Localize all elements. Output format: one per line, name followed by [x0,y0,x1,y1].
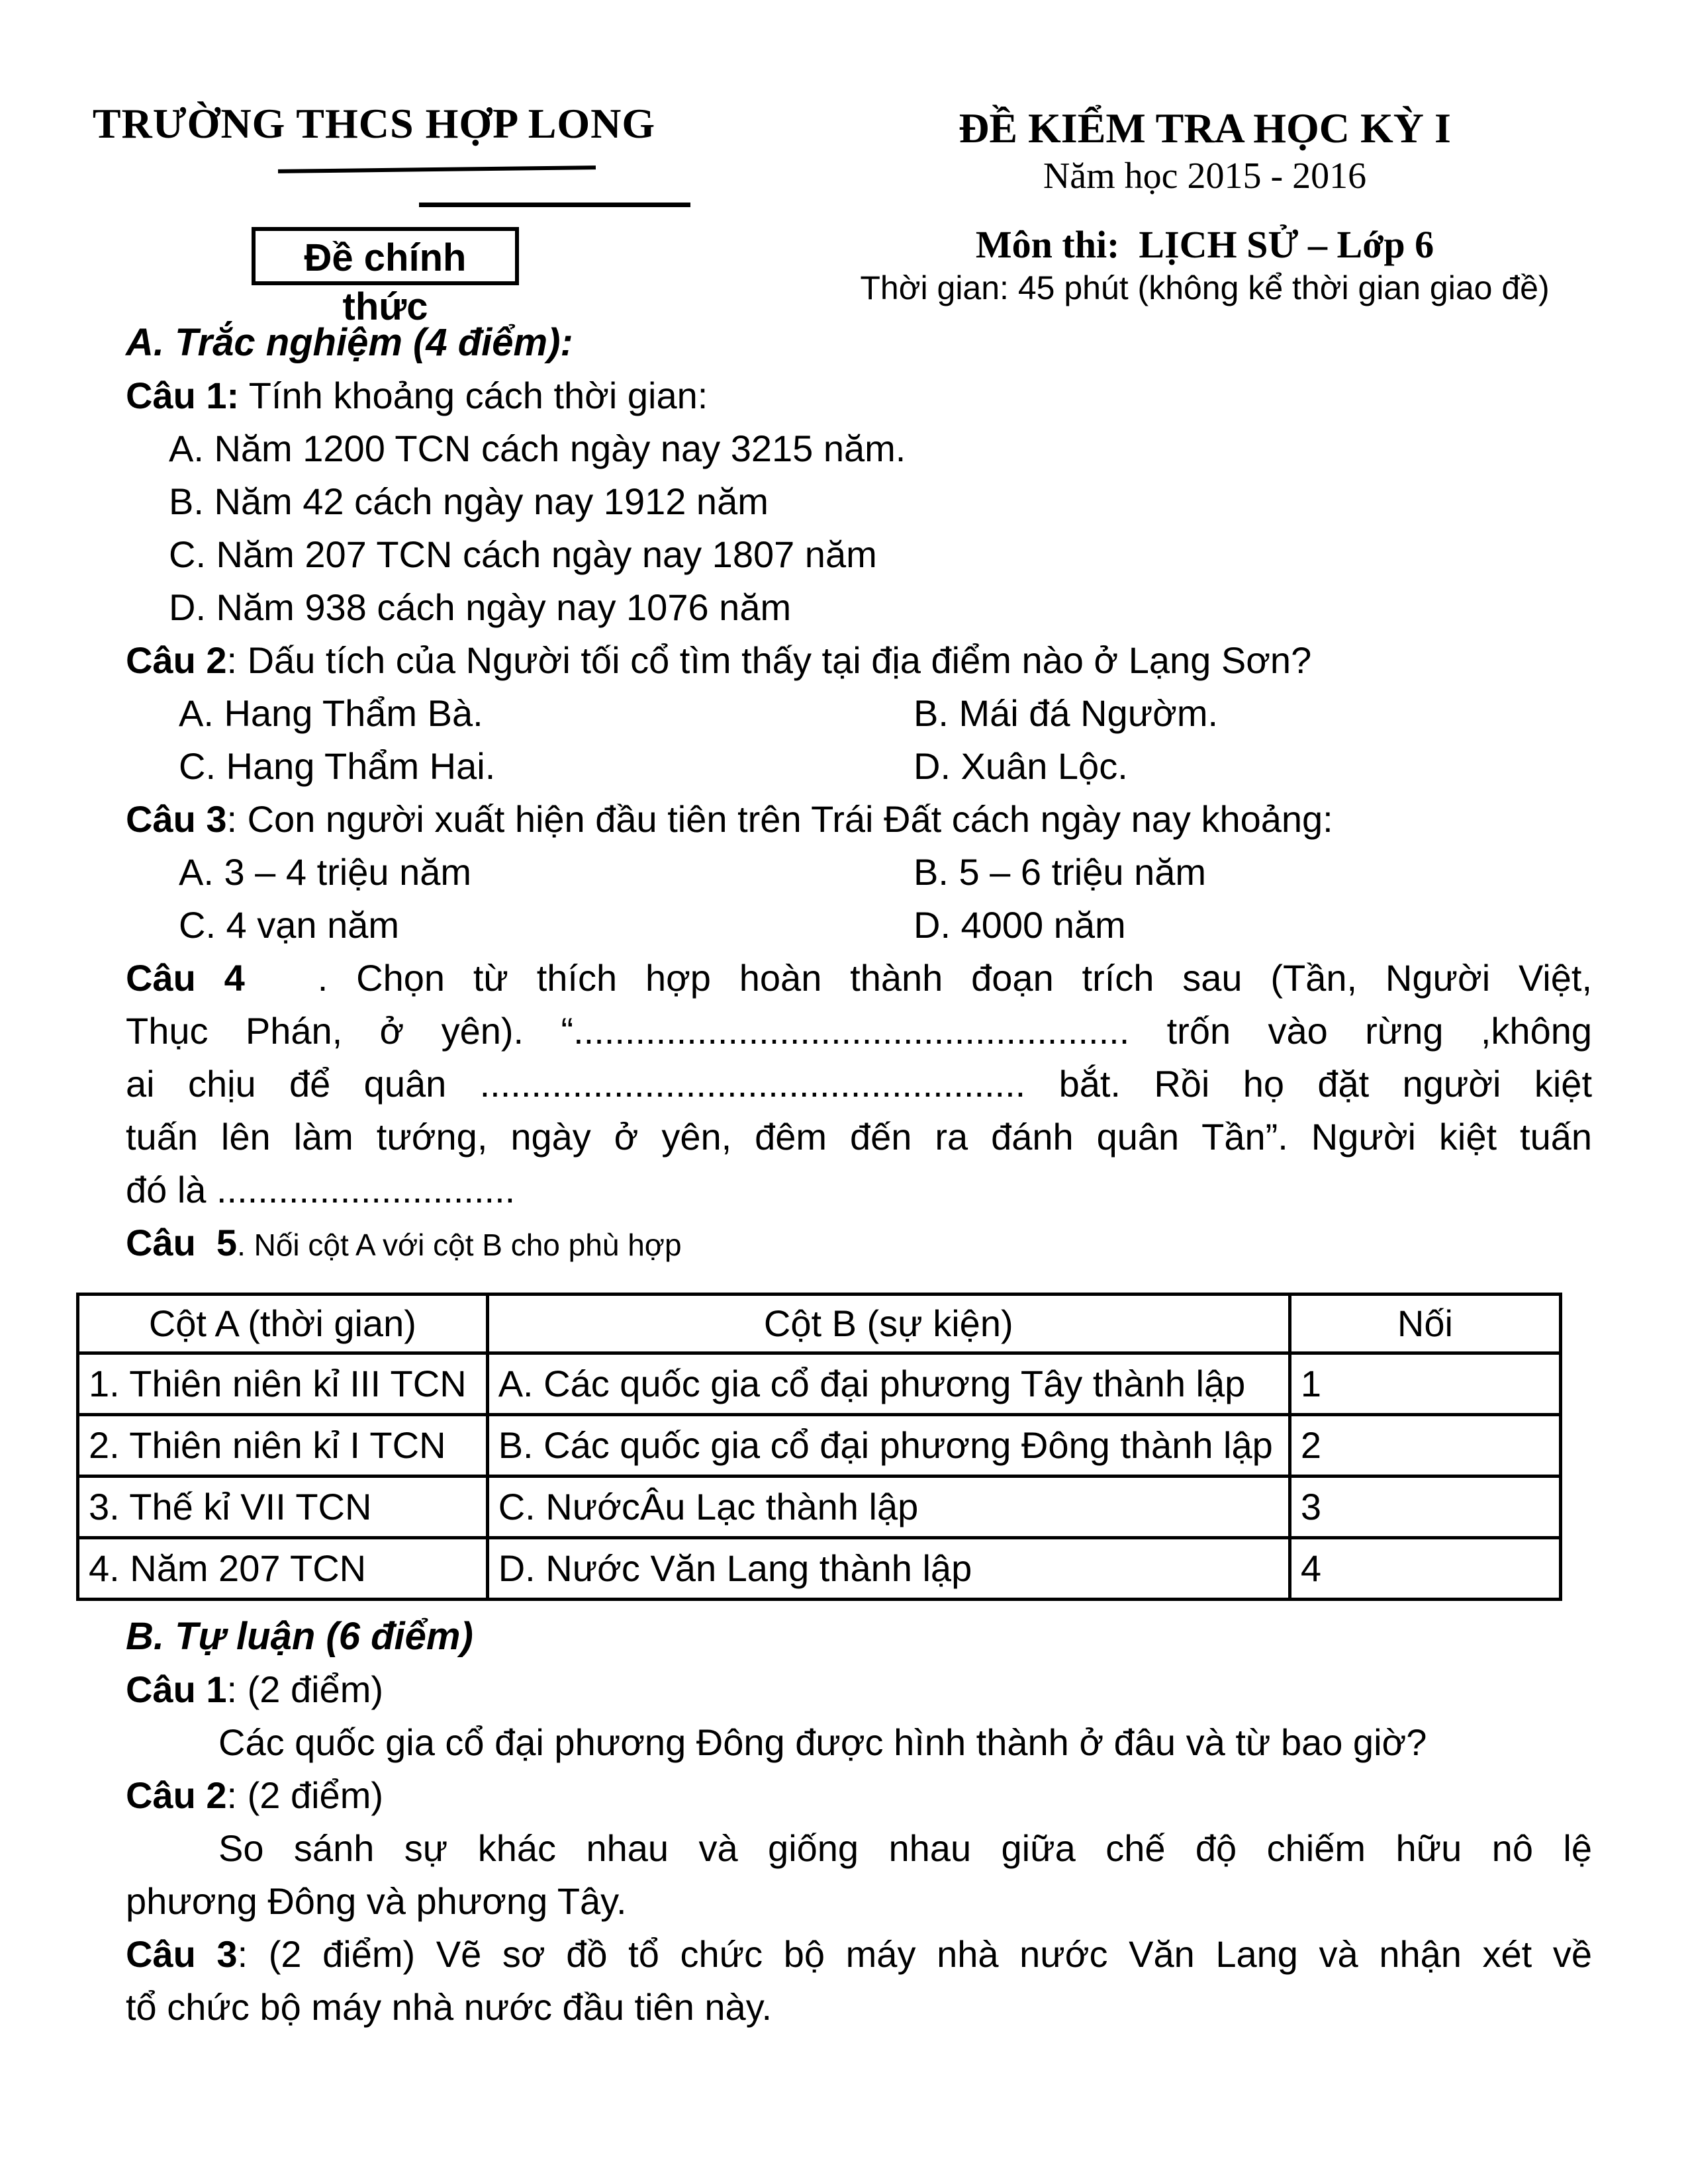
question-4-answer-blank: đó là ............................. [126,1169,516,1210]
school-year: Năm học 2015 - 2016 [1043,156,1367,197]
question-2-option-c: C. Hang Thẩm Hai. [179,745,496,787]
row-3-link: 3 [1289,1477,1560,1538]
essay-question-3-line-1 [76,1928,1592,1981]
row-3-time: 3. Thế kỉ VII TCN [78,1477,488,1538]
question-5 [76,1216,1592,1271]
section-a-heading: A. Trắc nghiệm (4 điểm): [126,321,573,364]
essay-question-3-text-line-1: : (2 điểm) Vẽ sơ đồ tổ chức bộ máy nhà nước Văn Lang và nhận xét về [237,1933,1592,1975]
official-exam-stamp-box [252,227,519,328]
section-b-heading: B. Tự luận (6 điểm) [126,1615,473,1658]
row-2-event: B. Các quốc gia cổ đại phương Đông thành lập [487,1415,1289,1477]
table-row [78,1538,1561,1600]
row-2-link: 2 [1289,1415,1560,1477]
question-2-option-a: A. Hang Thẩm Bà. [179,692,483,734]
question-4-line-3: ai chịu để quân ..................................................... bắt. Rồi họ đặt người kiệt [126,1063,1592,1105]
question-2 [76,634,1592,687]
question-2-option-b: B. Mái đá Ngườm. [914,692,1219,734]
question-4-line-4: tuấn lên làm tướng, ngày ở yên, đêm đến ra đánh quân Tần”. Người kiệt tuấn [126,1116,1592,1158]
school-name-underline [278,165,596,173]
question-3-text: : Con người xuất hiện đầu tiên trên Trái Đất cách ngày nay khoảng: [226,798,1333,840]
question-2-option-row-2 [76,740,1592,793]
essay-question-3-label: Câu 3 [126,1933,238,1975]
school-name: TRƯỜNG THCS HỢP LONG [92,100,656,147]
question-1-text: Tính khoảng cách thời gian: [239,375,708,416]
essay-question-1 [76,1663,1592,1716]
row-1-time: 1. Thiên niên kỉ III TCN [78,1353,488,1415]
essay-question-2-points: : (2 điểm) [226,1774,383,1816]
essay-question-1-label: Câu 1 [126,1668,227,1710]
question-5-label: Câu 5 [126,1222,238,1263]
essay-question-1-text: Các quốc gia cổ đại phương Đông được hình thành ở đâu và từ bao giờ? [218,1721,1427,1763]
matching-table-header-col-b: Cột B (sự kiện) [487,1295,1289,1353]
table-row [78,1353,1561,1415]
question-3-option-c: C. 4 vạn năm [179,904,400,946]
matching-table-header-row [78,1295,1561,1353]
question-2-label: Câu 2 [126,639,227,681]
question-3-option-a: A. 3 – 4 triệu năm [179,851,472,893]
table-row [78,1477,1561,1538]
question-3-option-d: D. 4000 năm [914,904,1126,946]
exam-duration: Thời gian: 45 phút (không kể thời gian giao đề) [860,269,1550,306]
question-1-label: Câu 1: [126,375,240,416]
row-2-time: 2. Thiên niên kỉ I TCN [78,1415,488,1477]
question-4-text-line-1: . Chọn từ thích hợp hoàn thành đoạn trích sau (Tần, Người Việt, [317,957,1593,999]
question-1-option-b: B. Năm 42 cách ngày nay 1912 năm [169,480,769,522]
row-3-event: C. NướcÂu Lạc thành lập [487,1477,1289,1538]
question-3 [76,793,1592,846]
question-4-line-1 [76,952,1592,1005]
question-2-option-row-1 [76,687,1592,740]
question-3-option-row-1 [76,846,1592,899]
question-2-text: : Dấu tích của Người tối cổ tìm thấy tại địa điểm nào ở Lạng Sơn? [226,639,1312,681]
essay-question-3-text-line-2: tổ chức bộ máy nhà nước đầu tiên này. [126,1986,773,2028]
exam-title: ĐỀ KIỂM TRA HỌC KỲ I [959,105,1451,152]
question-1 [76,369,1592,422]
question-4-line-2: Thục Phán, ở yên). “...................................................... trốn vào rừng ,không [126,1010,1592,1052]
question-1-option-d: D. Năm 938 cách ngày nay 1076 năm [169,586,792,628]
exam-header-block [808,103,1602,308]
question-1-option-a: A. Năm 1200 TCN cách ngày nay 3215 năm. [169,428,906,469]
exam-body [76,316,1592,2034]
official-exam-label-line2: thức [342,285,428,328]
question-3-label: Câu 3 [126,798,227,840]
essay-question-2-text-line-1: So sánh sự khác nhau và giống nhau giữa chế độ chiếm hữu nô lệ [218,1827,1592,1869]
essay-question-2-text-line-2: phương Đông và phương Tây. [126,1880,627,1922]
matching-table-header-col-a: Cột A (thời gian) [78,1295,488,1353]
question-3-option-row-2 [76,899,1592,952]
question-2-option-d: D. Xuân Lộc. [914,745,1128,787]
question-4-label: Câu 4 [126,957,245,999]
row-4-event: D. Nước Văn Lang thành lập [487,1538,1289,1600]
table-row [78,1415,1561,1477]
question-5-text: . Nối cột A với cột B cho phù hợp [237,1228,682,1262]
row-4-link: 4 [1289,1538,1560,1600]
matching-table [76,1293,1562,1601]
exam-subject: Môn thi: LỊCH SỬ – Lớp 6 [975,223,1434,266]
essay-question-2-label: Câu 2 [126,1774,227,1816]
matching-table-header-link: Nối [1289,1295,1560,1353]
essay-question-1-points: : (2 điểm) [226,1668,383,1710]
essay-question-2 [76,1769,1592,1822]
official-exam-label-line1: Đề chính [304,236,467,279]
question-3-option-b: B. 5 – 6 triệu năm [914,851,1207,893]
row-1-event: A. Các quốc gia cổ đại phương Tây thành lập [487,1353,1289,1415]
question-1-option-c: C. Năm 207 TCN cách ngày nay 1807 năm [169,533,877,575]
row-4-time: 4. Năm 207 TCN [78,1538,488,1600]
row-1-link: 1 [1289,1353,1560,1415]
header-separator-line [419,203,690,207]
